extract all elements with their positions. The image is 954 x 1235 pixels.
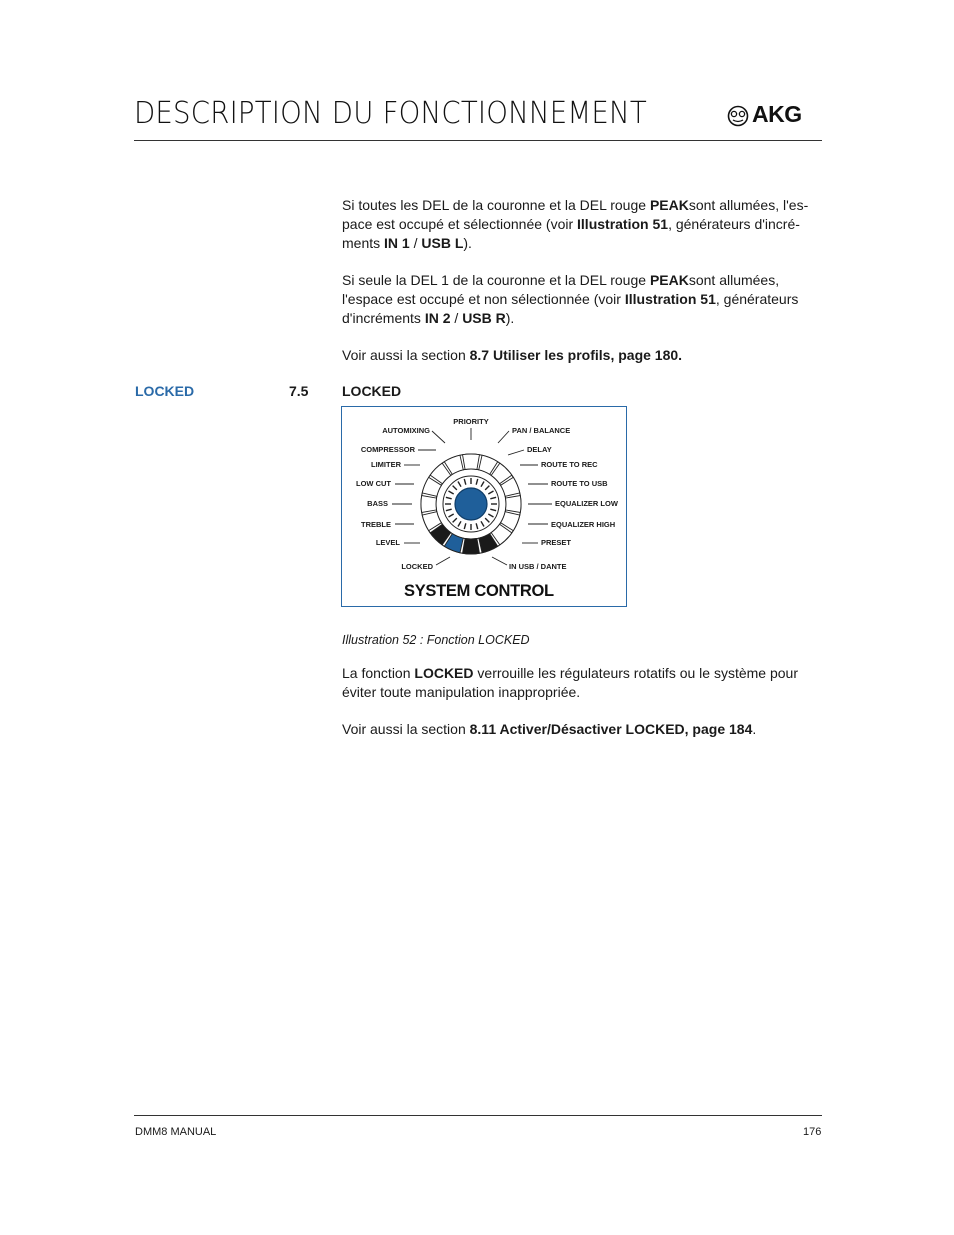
label-bass: BASS: [367, 499, 388, 508]
figure-caption: Illustration 52 : Fonction LOCKED: [342, 633, 530, 647]
label-route-to-rec: ROUTE TO REC: [541, 460, 598, 469]
label-treble: TREBLE: [361, 520, 391, 529]
label-equalizer-high: EQUALIZER HIGH: [551, 520, 616, 529]
section-number: 7.5: [289, 383, 309, 399]
label-equalizer-low: EQUALIZER LOW: [555, 499, 618, 508]
system-control-diagram: [342, 407, 628, 608]
page-title: DESCRIPTION DU FONCTIONNEMENT: [134, 96, 647, 131]
paragraph-locked-function: La fonction LOCKED verrouille les régulateurs rotatifs ou le système pour éviter toute manipulation inappropriée.: [342, 665, 798, 700]
label-priority: PRIORITY: [453, 417, 489, 426]
label-level: LEVEL: [375, 538, 400, 547]
page-number: 176: [803, 1126, 822, 1138]
header-divider: [134, 140, 822, 141]
paragraph-see-also-locked: Voir aussi la section 8.11 Activer/Désactiver LOCKED, page 184.: [342, 721, 757, 737]
label-delay: DELAY: [527, 445, 552, 454]
led-segment: [505, 496, 521, 513]
system-control-figure: [341, 406, 627, 607]
led-segment: [421, 496, 437, 513]
label-compressor: COMPRESSOR: [360, 445, 415, 454]
panel-title: SYSTEM CONTROL: [404, 582, 554, 600]
label-limiter: LIMITER: [371, 460, 401, 469]
logo-text: AKG: [752, 101, 802, 127]
akg-emblem-icon: [727, 105, 749, 127]
knob-cap: [455, 488, 487, 520]
paragraph-occupied-selected: Si toutes les DEL de la couronne et la DEL rouge PEAKsont allumées, l'es- pace est occupé et sélectionnée (voir Illustration 51, générateurs d'incré- ments IN 1 / USB L).: [342, 197, 809, 251]
akg-logo: [727, 101, 827, 130]
label-locked: LOCKED: [401, 562, 433, 571]
led-segment: [463, 538, 480, 554]
footer-manual-name: DMM8 MANUAL: [135, 1126, 217, 1138]
label-low-cut: LOW CUT: [356, 479, 391, 488]
section-title: LOCKED: [342, 383, 402, 399]
label-automixing: AUTOMIXING: [382, 426, 430, 435]
label-in-usb-dante: IN USB / DANTE: [509, 562, 567, 571]
paragraph-occupied-unselected: Si seule la DEL 1 de la couronne et la DEL rouge PEAKsont allumées, l'espace est occupé et non sélectionnée (voir Illustration 51, générateurs d'incréments IN 2 / USB R).: [342, 272, 799, 326]
cross-reference-link[interactable]: 8.11 Activer/Désactiver LOCKED, page 184: [469, 721, 753, 737]
cross-reference-link[interactable]: 8.7 Utiliser les profils, page 180.: [469, 347, 683, 363]
side-heading: LOCKED: [135, 383, 195, 399]
label-pan-balance: PAN / BALANCE: [512, 426, 571, 435]
label-route-to-usb: ROUTE TO USB: [551, 479, 608, 488]
paragraph-see-also-profiles: Voir aussi la section 8.7 Utiliser les profils, page 180.: [342, 347, 683, 363]
led-segment: [463, 454, 480, 470]
footer-divider: [134, 1115, 822, 1116]
label-preset: PRESET: [541, 538, 572, 547]
